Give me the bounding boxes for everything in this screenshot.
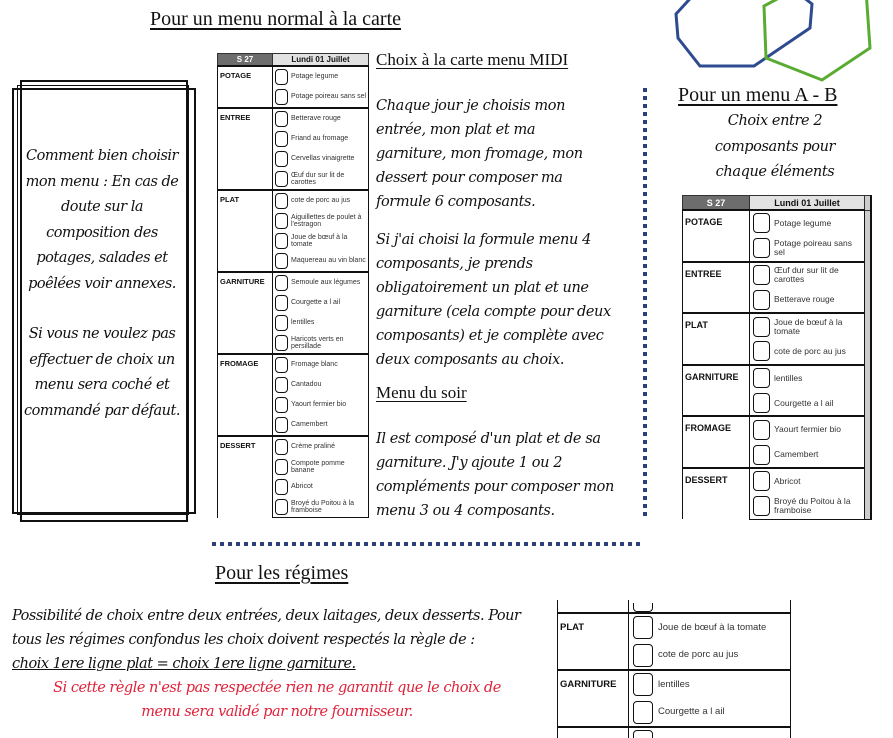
checkbox[interactable] — [275, 479, 288, 495]
category-label: GARNITURE — [558, 670, 629, 727]
checkbox[interactable] — [275, 253, 288, 269]
menu-item-label: lentilles — [291, 319, 315, 327]
checkbox[interactable] — [753, 213, 770, 233]
checkbox[interactable] — [753, 341, 770, 361]
menu-item — [273, 251, 369, 272]
menu-item-label: Haricots verts en persillade — [291, 335, 344, 350]
blue-hexagon-shape — [676, 0, 812, 66]
menu-item — [273, 497, 369, 518]
next-day-column-edge — [865, 442, 872, 468]
checkbox[interactable] — [275, 89, 288, 105]
checkbox[interactable] — [753, 445, 770, 465]
table-row — [218, 66, 369, 87]
next-day-column-edge — [865, 287, 872, 313]
advice-text — [22, 144, 182, 424]
menu-item — [273, 313, 369, 333]
table-row — [558, 670, 791, 699]
menu-item — [750, 236, 865, 262]
week-label: S 27 — [683, 196, 750, 211]
category-label: PLAT — [218, 190, 273, 272]
menu-item — [750, 210, 865, 236]
menu-item-label: Œuf dur sur lit de carottes — [291, 171, 345, 186]
checkbox[interactable] — [275, 377, 288, 393]
checkbox[interactable] — [753, 290, 770, 310]
checkbox[interactable] — [275, 193, 288, 209]
menu-item-label: Abricot — [291, 483, 313, 491]
menu-table-regime — [557, 600, 791, 738]
menu-item — [273, 354, 369, 375]
menu-item — [273, 108, 369, 129]
menu-item — [273, 231, 369, 251]
next-day-column-edge — [865, 210, 872, 236]
checkbox[interactable] — [753, 368, 770, 388]
menu-item — [273, 169, 369, 190]
midi-paragraph-1: Chaque jour je choisis mon entrée, mon plat et ma garniture, mon fromage, mon dessert pour composer ma formule 6 composants. — [376, 98, 583, 210]
category-label: PLAT — [558, 613, 629, 670]
menu-item — [273, 333, 369, 354]
menu-item — [273, 272, 369, 293]
day-label: Lundi 01 Juillet — [273, 54, 369, 67]
next-day-column-edge — [865, 196, 872, 211]
menu-item-label: Joue de bœuf à la tomate — [291, 233, 348, 248]
menu-item-label: Semoule aux légumes — [291, 279, 361, 287]
menu-item-label: Camembert — [774, 449, 819, 460]
table-row — [218, 436, 369, 457]
dotted-divider-horizontal — [212, 542, 642, 546]
menu-item-label: Cervellas vinaigrette — [291, 155, 355, 163]
table-row — [218, 190, 369, 211]
checkbox[interactable] — [753, 265, 770, 285]
menu-item-label: Joue de bœuf à la tomate — [774, 316, 843, 336]
menu-item — [750, 494, 865, 519]
table-row — [218, 272, 369, 293]
menu-item-label: cote de porc au jus — [291, 197, 351, 205]
table-row — [218, 354, 369, 375]
checkbox[interactable] — [275, 439, 288, 455]
checkbox[interactable] — [275, 233, 288, 249]
heading-soir: Menu du soir — [376, 383, 467, 402]
menu-item — [273, 415, 369, 436]
regimes-rule: choix 1ere ligne plat = choix 1ere ligne garniture. — [12, 656, 356, 672]
table-row — [558, 613, 791, 642]
menu-item-label: Courgette a l ail — [658, 706, 725, 718]
next-day-column-edge — [865, 416, 872, 442]
checkbox[interactable] — [275, 357, 288, 373]
menu-item — [750, 416, 865, 442]
decorative-hexagons — [660, 0, 893, 90]
checkbox[interactable] — [633, 701, 653, 724]
table-row-partial — [558, 727, 791, 738]
menu-item-label: Potage poireau sans sel — [291, 93, 367, 101]
title-normal-menu: Pour un menu normal à la carte — [150, 8, 402, 30]
next-day-column-edge — [865, 365, 872, 391]
menu-item-label: Betterave rouge — [774, 294, 835, 305]
menu-item — [273, 66, 369, 87]
title-ab-menu: Pour un menu A - B — [678, 84, 838, 106]
checkbox[interactable] — [275, 499, 288, 515]
checkbox[interactable] — [753, 471, 770, 491]
category-label: DESSERT — [683, 468, 750, 519]
category-label: GARNITURE — [683, 365, 750, 417]
menu-item-label: Abricot — [774, 475, 801, 486]
advice-paragraph-1: Comment bien choisir mon menu : En cas de doute sur la composition des potages, salades et poêlées voir annexes. — [25, 148, 179, 292]
menu-item — [273, 293, 369, 313]
table-row — [683, 210, 872, 236]
menu-item-label: Yaourt fermier bio — [774, 424, 841, 435]
menu-item — [629, 642, 791, 671]
menu-item-label: lentilles — [774, 372, 803, 383]
regimes-warning: Si cette règle n'est pas respectée rien ne garantit que le choix de menu sera validé par notre fournisseur. — [53, 680, 501, 720]
heading-midi: Choix à la carte menu MIDI — [376, 50, 569, 69]
soir-paragraph: Il est composé d'un plat et de sa garniture. J'y ajoute 1 ou 2 compléments pour composer mon menu 3 ou 4 composants. — [376, 431, 614, 519]
menu-item-label: lentilles — [658, 678, 690, 690]
menu-item-label: cote de porc au jus — [774, 345, 846, 356]
menu-item-label: Friand au fromage — [291, 135, 349, 143]
menu-item-label: Œuf dur sur lit de carottes — [774, 265, 839, 284]
menu-item-label: Cantadou — [291, 381, 322, 389]
checkbox[interactable] — [753, 238, 770, 258]
menu-item-label: Betterave rouge — [291, 115, 341, 123]
menu-item — [273, 129, 369, 149]
table-header-row — [683, 196, 872, 211]
menu-item — [273, 436, 369, 457]
menu-item — [273, 375, 369, 395]
regime-table-clip — [557, 600, 797, 738]
menu-item — [629, 613, 791, 642]
menu-item-label: Broyé du Poitou à la framboise — [774, 496, 851, 516]
checkbox[interactable] — [753, 420, 770, 440]
menu-item — [750, 442, 865, 468]
checkbox[interactable] — [275, 397, 288, 413]
checkbox[interactable] — [633, 616, 653, 639]
menu-item — [273, 149, 369, 169]
menu-item-label: Fromage blanc — [291, 361, 338, 369]
table-header-row — [218, 54, 369, 67]
menu-item — [629, 670, 791, 699]
table-row — [683, 365, 872, 391]
menu-item — [273, 190, 369, 211]
table-row — [683, 262, 872, 288]
menu-item-label: Potage legume — [291, 73, 339, 81]
checkbox[interactable] — [275, 131, 288, 147]
menu-item — [273, 87, 369, 108]
checkbox[interactable] — [753, 496, 770, 516]
regimes-paragraph: Possibilité de choix entre deux entrées, deux laitages, deux desserts. Pour tous les régimes confondus les choix doivent respectés la règle de : — [12, 608, 521, 648]
menu-item — [750, 287, 865, 313]
menu-item-label: Aiguillettes de poulet à l'estragon — [291, 213, 362, 228]
checkbox[interactable] — [275, 275, 288, 291]
checkbox[interactable] — [275, 295, 288, 311]
category-label: POTAGE — [218, 66, 273, 108]
table-row — [683, 416, 872, 442]
category-label: DESSERT — [218, 436, 273, 518]
checkbox[interactable] — [633, 644, 653, 667]
checkbox[interactable] — [753, 393, 770, 413]
checkbox[interactable] — [275, 69, 288, 85]
day-label: Lundi 01 Juillet — [750, 196, 865, 211]
menu-item-label: Potage poireau sans sel — [774, 238, 852, 258]
category-label: GARNITURE — [218, 272, 273, 354]
menu-item — [273, 477, 369, 497]
menu-item — [273, 457, 369, 477]
green-hexagon-shape — [764, 0, 870, 80]
next-day-column-edge — [865, 236, 872, 262]
next-day-column-edge — [865, 262, 872, 288]
menu-item-label: cote de porc au jus — [658, 649, 739, 661]
checkbox[interactable] — [275, 335, 288, 351]
next-day-column-edge — [865, 391, 872, 417]
menu-item — [629, 699, 791, 728]
checkbox[interactable] — [633, 730, 653, 738]
ab-intro-text: Choix entre 2 composants pour chaque éléments — [714, 113, 836, 180]
category-label: ENTREE — [218, 108, 273, 190]
dotted-divider-vertical — [643, 88, 647, 518]
next-day-column-edge — [865, 339, 872, 365]
checkbox[interactable] — [275, 151, 288, 167]
menu-item-label: Joue de bœuf à la tomate — [658, 621, 767, 633]
regimes-text — [12, 604, 542, 724]
menu-table-ab — [682, 195, 872, 520]
menu-item — [750, 339, 865, 365]
table-row — [218, 108, 369, 129]
menu-item — [750, 391, 865, 417]
menu-item-label: Courgette a l ail — [774, 397, 834, 408]
menu-item-label: Camembert — [291, 421, 328, 429]
checkbox[interactable] — [275, 315, 288, 331]
midi-paragraph-2: Si j'ai choisi la formule menu 4 composants, je prends obligatoirement un plat et une garniture (cela compte pour deux composants) et je complète avec deux composants au choix. — [376, 232, 611, 368]
menu-item-label: Maquereau au vin blanc — [291, 257, 366, 265]
checkbox[interactable] — [753, 317, 770, 337]
category-label: ENTREE — [683, 262, 750, 314]
category-label: FROMAGE — [683, 416, 750, 468]
menu-item — [750, 365, 865, 391]
checkbox[interactable] — [275, 213, 288, 229]
next-day-column-edge — [865, 494, 872, 519]
week-label: S 27 — [218, 54, 273, 67]
menu-item — [273, 395, 369, 415]
checkbox[interactable] — [633, 673, 653, 696]
next-day-column-edge — [865, 468, 872, 494]
checkbox[interactable] — [275, 171, 288, 187]
menu-item-label: Potage legume — [774, 217, 832, 228]
category-label: POTAGE — [683, 210, 750, 262]
checkbox[interactable] — [275, 459, 288, 475]
menu-item-label: Courgette a l ail — [291, 299, 341, 307]
checkbox[interactable] — [633, 603, 653, 612]
table-row-partial — [558, 600, 791, 613]
table-row — [683, 468, 872, 494]
menu-item-label: Crème praliné — [291, 443, 335, 451]
title-regimes: Pour les régimes — [215, 562, 349, 584]
category-label: FROMAGE — [218, 354, 273, 436]
menu-item-label: Yaourt fermier bio — [291, 401, 347, 409]
table-row — [683, 313, 872, 339]
checkbox[interactable] — [275, 417, 288, 433]
next-day-column-edge — [865, 313, 872, 339]
category-label: PLAT — [683, 313, 750, 365]
category-label-cut — [558, 727, 629, 738]
menu-item — [750, 313, 865, 339]
menu-item — [750, 262, 865, 288]
menu-item-label: Compote pomme banane — [291, 459, 345, 474]
menu-item-label: Broyé du Poitou à la framboise — [291, 499, 355, 514]
menu-item — [750, 468, 865, 494]
menu-item — [273, 211, 369, 231]
checkbox[interactable] — [275, 111, 288, 127]
advice-paragraph-2: Si vous ne voulez pas effectuer de choix un menu sera coché et commandé par défaut. — [24, 326, 180, 419]
menu-table-normal — [217, 53, 369, 518]
